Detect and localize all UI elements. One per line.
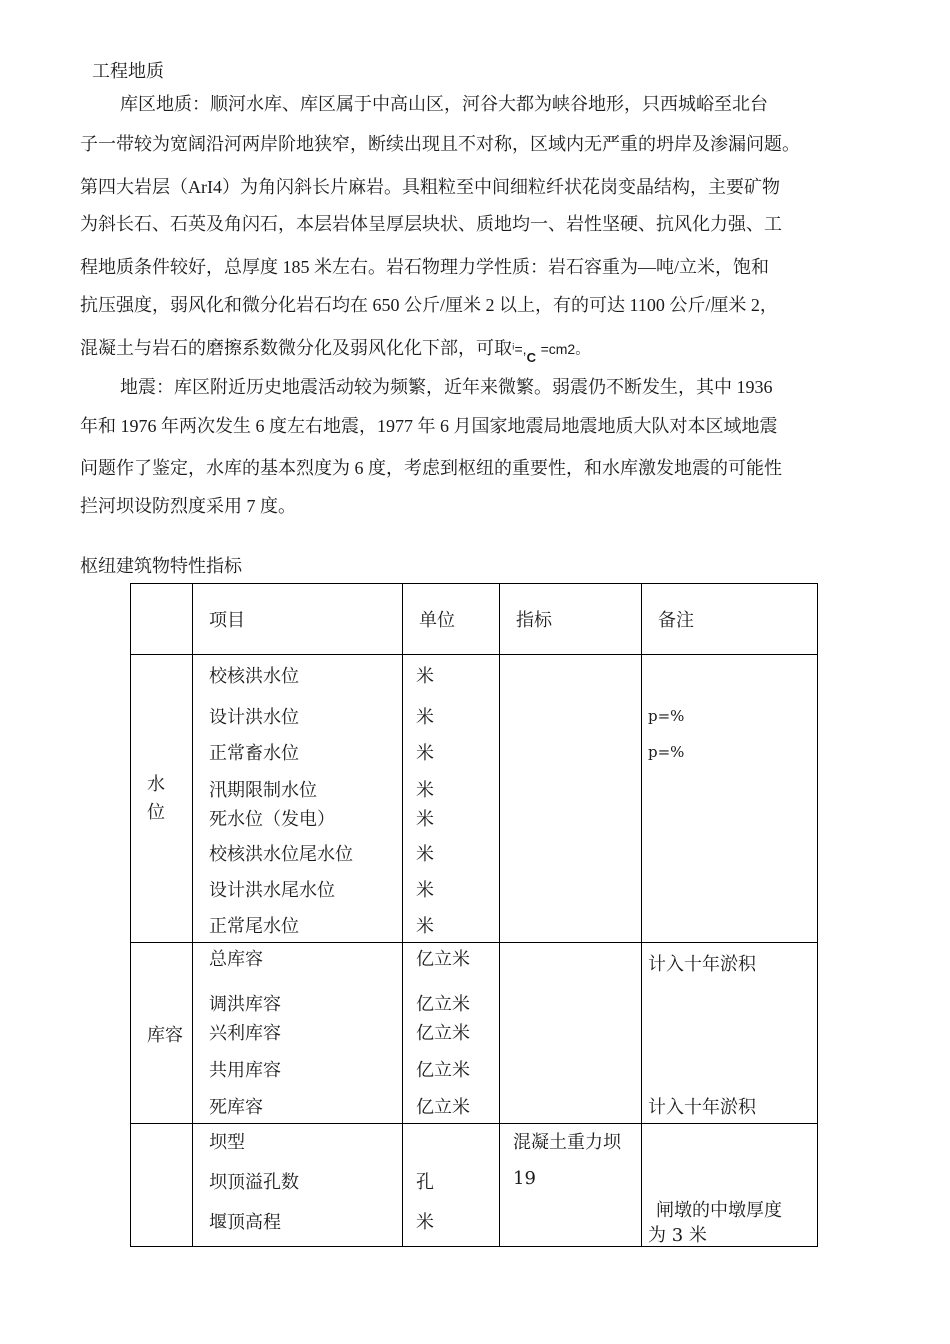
water-level-units xyxy=(403,655,500,943)
friction-coefficient-formula: ⁱ=, xyxy=(512,341,527,357)
geology-line-formula xyxy=(80,335,590,365)
table-cell: 孔 xyxy=(416,1172,434,1193)
table-cell: 堰顶高程 xyxy=(209,1212,281,1233)
table-cell: p=% xyxy=(648,743,685,761)
table-group-water-level xyxy=(131,655,818,943)
dam-units xyxy=(403,1124,500,1247)
table-title: 枢纽建筑物特性指标 xyxy=(80,556,242,577)
table-cell: 正常尾水位 xyxy=(209,916,299,937)
table-cell: p=% xyxy=(648,707,685,725)
seismic-line: 地震：库区附近历史地震活动较为频繁，近年来微繁。弱震仍不断发生，其中 1936 xyxy=(120,377,773,397)
table-cell: 坝型 xyxy=(209,1132,245,1153)
table-cell: 设计洪水位 xyxy=(209,707,299,728)
table-cell: 汛期限制水位 xyxy=(209,780,317,801)
spec-table xyxy=(130,583,818,1247)
geology-line-text: 混凝土与岩石的磨擦系数微分化及弱风化化下部，可取 xyxy=(80,338,512,358)
water-level-notes xyxy=(642,655,818,943)
table-cell: 死库容 xyxy=(209,1097,263,1118)
table-cell: 米 xyxy=(416,743,434,764)
table-cell: 校核洪水位尾水位 xyxy=(209,844,353,865)
cohesion-unit: =cm2。 xyxy=(540,341,590,357)
table-cell: 米 xyxy=(416,780,434,801)
geology-line: 抗压强度，弱风化和微分化岩石均在 650 公斤/厘米 2 以上，有的可达 1100 公斤/厘米 2， xyxy=(80,295,778,315)
table-cell: 调洪库容 xyxy=(209,994,281,1015)
table-cell: 共用库容 xyxy=(209,1060,281,1081)
dam-notes xyxy=(642,1124,818,1247)
header-cell-blank xyxy=(131,584,193,655)
table-cell: 正常畜水位 xyxy=(209,743,299,764)
dam-values xyxy=(500,1124,642,1247)
seismic-line: 拦河坝设防烈度采用 7 度。 xyxy=(80,496,296,516)
table-cell: 兴利库容 xyxy=(209,1023,281,1044)
table-cell: 亿立米 xyxy=(416,994,470,1015)
table-cell: 校核洪水位 xyxy=(209,666,299,687)
table-cell: 混凝土重力坝 xyxy=(513,1132,621,1153)
table-group-dam xyxy=(131,1124,818,1247)
table-cell: 亿立米 xyxy=(416,1060,470,1081)
header-cell-note: 备注 xyxy=(642,584,818,655)
table-cell: 设计洪水尾水位 xyxy=(209,880,335,901)
geology-line: 为斜长石、石英及角闪石，本层岩体呈厚层块状、质地均一、岩性坚硬、抗风化力强、工 xyxy=(80,214,782,234)
table-cell: 亿立米 xyxy=(416,949,470,970)
table-group-storage xyxy=(131,943,818,1124)
table-cell: 米 xyxy=(416,880,434,901)
group-label-dam xyxy=(131,1124,193,1247)
seismic-line: 问题作了鉴定，水库的基本烈度为 6 度，考虑到枢纽的重要性，和水库激发地震的可能性 xyxy=(80,458,782,478)
table-cell: 为 3 米 xyxy=(648,1225,707,1246)
group-label-water-level: 水 位 xyxy=(131,655,193,943)
geology-line: 程地质条件较好，总厚度 185 米左右。岩石物理力学性质：岩石容重为—吨/立米，饱和 xyxy=(80,257,769,277)
storage-units xyxy=(403,943,500,1124)
table-cell: 亿立米 xyxy=(416,1097,470,1118)
table-cell: 19 xyxy=(513,1168,536,1189)
table-cell: 米 xyxy=(416,809,434,830)
table-cell: 米 xyxy=(416,916,434,937)
storage-items xyxy=(193,943,403,1124)
table-cell: 计入十年淤积 xyxy=(648,1097,756,1118)
geology-line: 库区地质：顺河水库、库区属于中高山区，河谷大都为峡谷地形，只西城峪至北台 xyxy=(120,94,768,114)
table-cell: 闸墩的中墩厚度 xyxy=(656,1200,782,1221)
water-level-items xyxy=(193,655,403,943)
section-title: 工程地质 xyxy=(92,61,164,82)
table-header-row xyxy=(131,584,818,655)
table-cell: 米 xyxy=(416,666,434,687)
group-label-storage: 库容 xyxy=(131,943,193,1124)
header-cell-unit: 单位 xyxy=(403,584,500,655)
storage-values xyxy=(500,943,642,1124)
table-cell: 坝顶溢孔数 xyxy=(209,1172,299,1193)
table-cell: 米 xyxy=(416,844,434,865)
geology-line: 子一带较为宽阔沿河两岸阶地狭窄，断续出现且不对称，区域内无严重的坍岸及渗漏问题。 xyxy=(80,134,800,154)
seismic-line: 年和 1976 年两次发生 6 度左右地震，1977 年 6 月国家地震局地震地质大队对本区域地震 xyxy=(80,416,778,436)
table-cell: 死水位（发电） xyxy=(209,809,335,830)
table-cell: 米 xyxy=(416,1212,434,1233)
table-cell: 亿立米 xyxy=(416,1023,470,1044)
water-level-values xyxy=(500,655,642,943)
cohesion-symbol: C xyxy=(526,350,536,365)
table-cell: 米 xyxy=(416,707,434,728)
geology-line: 第四大岩层（ArI4）为角闪斜长片麻岩。具粗粒至中间细粒纤状花岗变晶结构，主要矿物 xyxy=(80,177,780,197)
dam-items xyxy=(193,1124,403,1247)
storage-notes xyxy=(642,943,818,1124)
header-cell-value: 指标 xyxy=(500,584,642,655)
table-cell: 计入十年淤积 xyxy=(648,954,756,975)
table-cell: 总库容 xyxy=(209,949,263,970)
header-cell-item: 项目 xyxy=(193,584,403,655)
